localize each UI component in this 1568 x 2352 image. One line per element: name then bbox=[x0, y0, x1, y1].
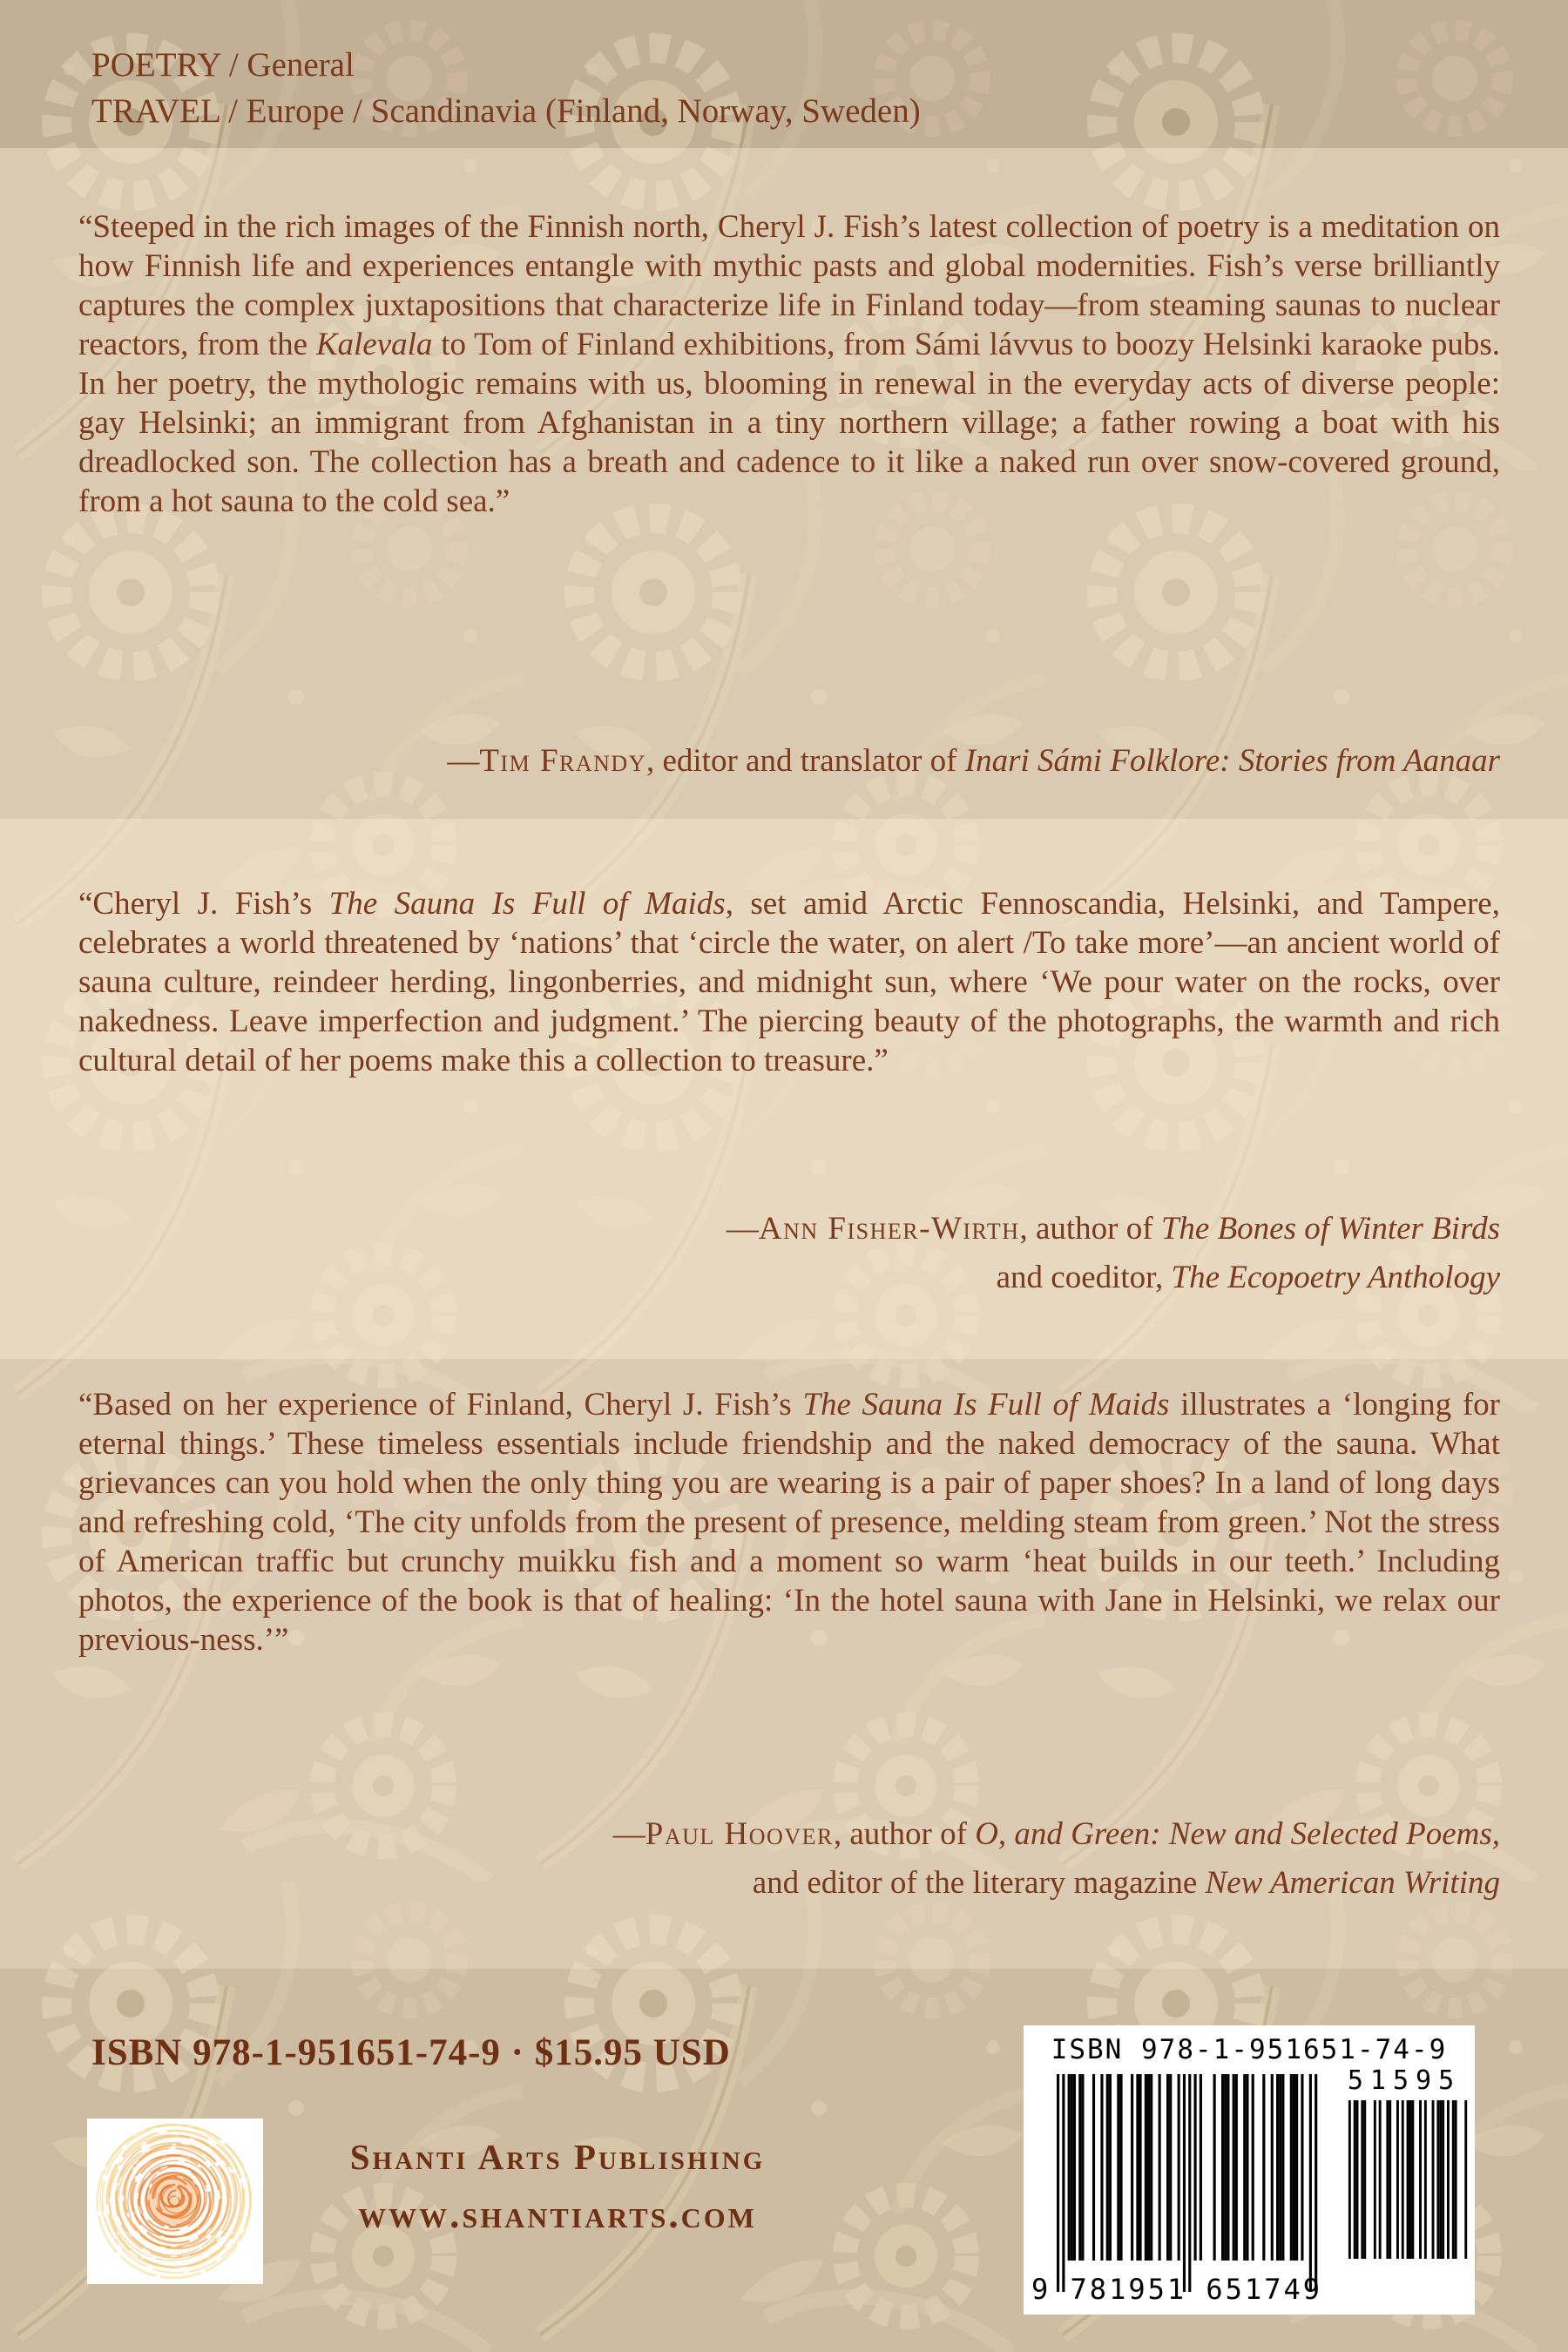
category-poetry: POETRY / General bbox=[91, 46, 355, 84]
attribution-line: —Ann Fisher-Wirth, author of The Bones of Winter Birds bbox=[726, 1211, 1500, 1247]
attribution-line: and editor of the literary magazine New American Writing bbox=[752, 1865, 1500, 1901]
publisher-website: www.shantiarts.com bbox=[358, 2193, 757, 2236]
barcode-addon-text: 51595 bbox=[1347, 2065, 1462, 2096]
blurb-attribution-frandy bbox=[78, 737, 1500, 786]
publisher-block bbox=[279, 2136, 836, 2237]
blurb-quote-frandy: “Steeped in the rich images of the Finnish north, Cheryl J. Fish’s latest collection of poetry is a meditation on how Finnish life and experiences entangle with mythic pasts and global modernities. Fish’s verse brilliantly captures the complex juxtapositions that characterize life in Finland today—from steaming saunas to nuclear reactors, from the Kalevala to Tom of Finland exhibitions, from Sámi lávvus to boozy Helsinki karaoke pubs. In her poetry, the mythologic remains with us, blooming in renewal in the everyday acts of diverse people: gay Helsinki; an immigrant from Afghanistan in a tiny northern village; a father rowing a boat with his dreadlocked son. The collection has a breath and cadence to it like a naked run over snow-covered ground, from a hot sauna to the cold sea.” bbox=[78, 209, 1500, 519]
blurb-quote-fisher-wirth: “Cheryl J. Fish’s The Sauna Is Full of Maids, set amid Arctic Fennoscandia, Helsinki, and Tampere, celebrates a world threatened by ‘nations’ that ‘circle the water, on alert /To take more’—an ancient world of sauna culture, reindeer herding, lingonberries, and midnight sun, where ‘We pour water on the rocks, over nakedness. Leave imperfection and judgment.’ The piercing beauty of the photographs, the warmth and rich cultural detail of her poems make this a collection to treasure.” bbox=[78, 886, 1500, 1078]
blurb-attribution-fisher-wirth bbox=[78, 1205, 1500, 1302]
publisher-name: Shanti Arts Publishing bbox=[349, 2137, 766, 2177]
sun-spiral-icon bbox=[87, 2119, 263, 2284]
category-travel: TRAVEL / Europe / Scandinavia (Finland, Norway, Sweden) bbox=[91, 92, 921, 130]
barcode-digits-text: 9 781951 651749 bbox=[1031, 2273, 1322, 2306]
barcode-block bbox=[1024, 2025, 1475, 2315]
category-lines bbox=[91, 42, 921, 134]
publisher-logo bbox=[87, 2119, 263, 2284]
barcode-isbn-text: ISBN 978-1-951651-74-9 bbox=[1051, 2034, 1448, 2065]
attribution-line: and coeditor, The Ecopoetry Anthology bbox=[996, 1260, 1500, 1295]
blurb-quote-hoover: “Based on her experience of Finland, Cheryl J. Fish’s The Sauna Is Full of Maids illustrates a ‘longing for eternal things.’ These timeless essentials include friendship and the naked democracy of the sauna. What grievances can you hold when the only thing you are wearing is a pair of paper shoes? In a land of long days and refreshing cold, ‘The city unfolds from the present of presence, melding steam from green.’ Not the stress of American traffic but crunchy muikku fish and a moment so warm ‘heat builds in our teeth.’ Including photos, the experience of the book is that of healing: ‘In the hotel sauna with Jane in Helsinki, we relax our previous-ness.’” bbox=[78, 1387, 1500, 1658]
attribution-line: —Tim Frandy, editor and translator of Inari Sámi Folklore: Stories from Aanaar bbox=[447, 743, 1500, 779]
blurb-attribution-hoover bbox=[78, 1810, 1500, 1908]
isbn-price-text: ISBN 978-1-951651-74-9 · $15.95 USD bbox=[91, 2032, 731, 2073]
attribution-line: —Paul Hoover, author of O, and Green: New and Selected Poems, bbox=[612, 1816, 1500, 1852]
